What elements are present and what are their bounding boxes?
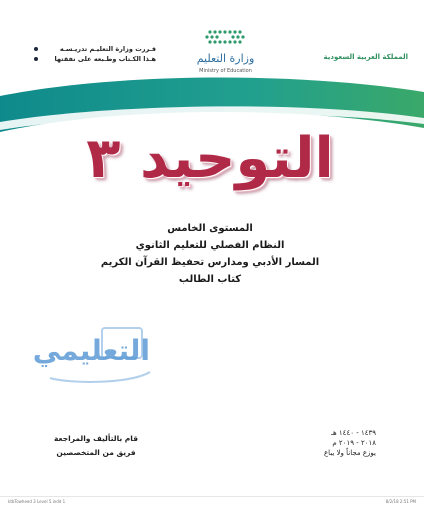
notice-text: قـررت وزارة التعليـم تدريـسـه bbox=[59, 45, 156, 53]
subtitle-level: المستوى الخامس bbox=[167, 223, 253, 234]
notice-line bbox=[46, 54, 156, 64]
footer-divider bbox=[0, 496, 424, 497]
free-distribution-note: يوزع مجاناً ولا يباع bbox=[323, 449, 376, 457]
footer-timestamp: 8/2/18 2:51 PM bbox=[385, 499, 416, 504]
credits bbox=[46, 432, 146, 460]
hijri-years: ١٤٣٩ - ١٤٤٠ هـ bbox=[330, 429, 376, 437]
kingdom-label: المملكة العربية السعودية bbox=[323, 53, 408, 61]
edition-years bbox=[286, 428, 376, 458]
subtitle-book-type: كتاب الطالب bbox=[178, 274, 242, 285]
notice-line bbox=[46, 44, 156, 54]
watermark-text: التعليمي bbox=[32, 334, 150, 367]
subtitle-system: النظام الفصلي للتعليم الثانوي bbox=[135, 240, 285, 251]
ministry-notice bbox=[46, 44, 156, 64]
credit-line: فريق من المتخصصين bbox=[56, 448, 136, 457]
ministry-name-english: Ministry of Education bbox=[199, 68, 252, 74]
gregorian-years: ٢٠١٨ - ٢٠١٩ م bbox=[332, 439, 376, 447]
notice-text: هـذا الكـتاب وطـبعه على نفقتها bbox=[54, 55, 156, 63]
bullet-icon bbox=[34, 47, 38, 51]
book-title: التوحيد ٣ bbox=[86, 126, 334, 191]
bullet-icon bbox=[34, 57, 38, 61]
credit-line: قام بالتأليف والمراجعة bbox=[53, 434, 139, 443]
footer-file-name: ktbTowheed 3 Level 5.indd 1 bbox=[8, 499, 66, 504]
ministry-name-arabic: وزارة التعليم bbox=[196, 52, 255, 65]
book-subtitles bbox=[60, 220, 360, 288]
subtitle-track: المسار الأدبي ومدارس تحفيظ القرآن الكريم bbox=[100, 257, 320, 268]
